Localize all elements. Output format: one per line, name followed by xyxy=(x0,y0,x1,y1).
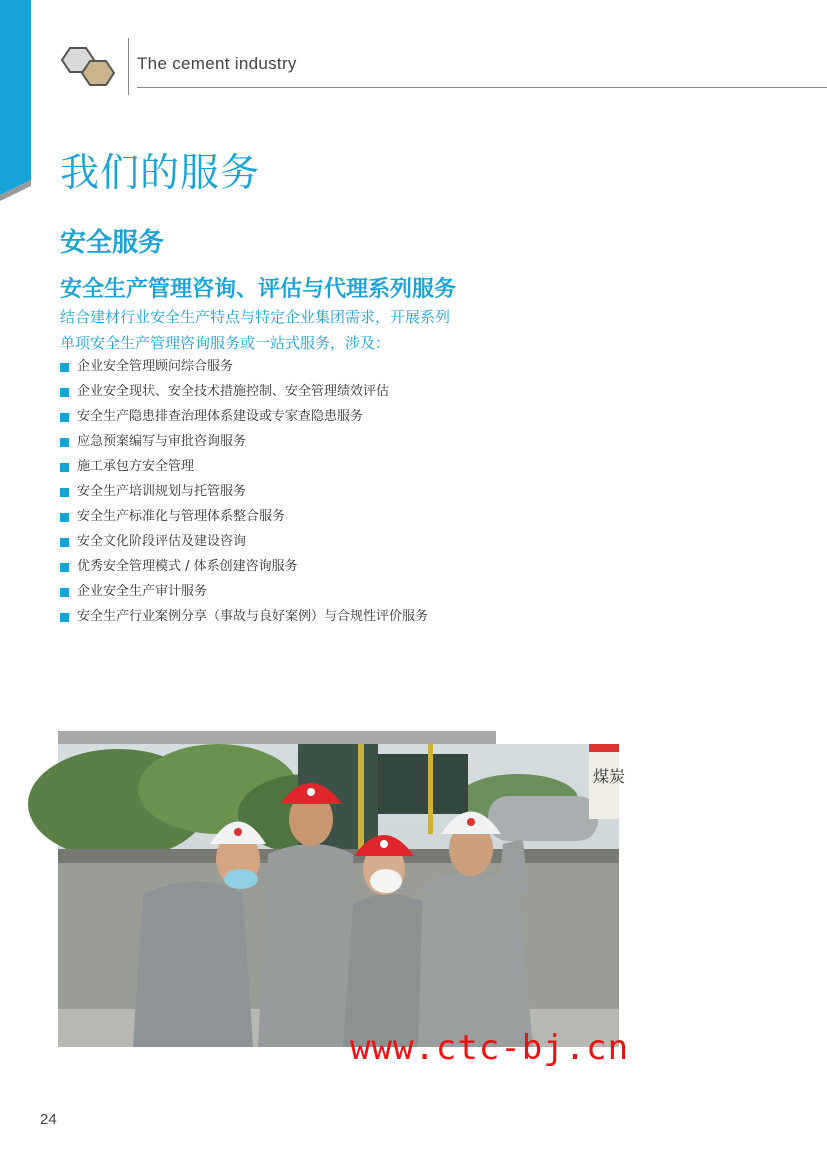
list-item-text: 安全生产行业案例分享（事故与良好案例）与合规性评价服务 xyxy=(77,609,429,624)
list-item xyxy=(60,357,428,382)
list-item-text: 安全生产隐患排查治理体系建设或专家查隐患服务 xyxy=(77,409,364,424)
list-item xyxy=(60,607,428,632)
list-item-text: 企业安全现状、安全技术措施控制、安全管理绩效评估 xyxy=(77,384,390,399)
sub-title: 安全生产管理咨询、评估与代理系列服务 xyxy=(60,277,457,302)
list-item-text: 施工承包方安全管理 xyxy=(77,459,195,474)
list-item xyxy=(60,457,428,482)
bullet-square-icon xyxy=(60,438,69,447)
sign-text: 煤炭 xyxy=(593,767,626,786)
bullet-square-icon xyxy=(60,488,69,497)
bullet-square-icon xyxy=(60,363,69,372)
bullet-square-icon xyxy=(60,388,69,397)
header-title: The cement industry xyxy=(137,54,297,73)
intro-line-1: 结合建材行业安全生产特点与特定企业集团需求，开展系列 xyxy=(60,308,451,326)
intro-paragraph xyxy=(60,304,510,356)
list-item xyxy=(60,482,428,507)
bullet-square-icon xyxy=(60,588,69,597)
list-item xyxy=(60,582,428,607)
header-divider-vertical xyxy=(128,38,129,95)
list-item-text: 企业安全管理顾问综合服务 xyxy=(77,359,234,374)
list-item-text: 安全文化阶段评估及建设咨询 xyxy=(77,534,247,549)
bullet-square-icon xyxy=(60,513,69,522)
bullet-square-icon xyxy=(60,463,69,472)
list-item-text: 安全生产培训规划与托管服务 xyxy=(77,484,247,499)
list-item-text: 应急预案编写与审批咨询服务 xyxy=(77,434,247,449)
photo-top-strip xyxy=(58,731,496,744)
list-item xyxy=(60,507,428,532)
section-title: 安全服务 xyxy=(60,228,165,258)
list-item-text: 企业安全生产审计服务 xyxy=(77,584,208,599)
service-list xyxy=(60,357,428,632)
edge-accent-bar xyxy=(0,0,31,200)
list-item xyxy=(60,557,428,582)
list-item xyxy=(60,407,428,432)
page-title: 我们的服务 xyxy=(60,151,261,196)
header-divider-horizontal xyxy=(137,87,827,88)
bullet-square-icon xyxy=(60,538,69,547)
list-item xyxy=(60,532,428,557)
list-item-text: 安全生产标准化与管理体系整合服务 xyxy=(77,509,286,524)
list-item xyxy=(60,432,428,457)
workers-site-photo xyxy=(58,744,626,1047)
list-item-text: 优秀安全管理模式 / 体系创建咨询服务 xyxy=(77,559,298,574)
intro-line-2: 单项安全生产管理咨询服务或一站式服务，涉及： xyxy=(60,334,391,352)
list-item xyxy=(60,382,428,407)
bullet-square-icon xyxy=(60,563,69,572)
watermark-url: www.ctc-bj.cn xyxy=(350,1028,630,1068)
page-number: 24 xyxy=(40,1111,57,1128)
hexagon-logo-icon xyxy=(58,43,118,88)
bullet-square-icon xyxy=(60,613,69,622)
bullet-square-icon xyxy=(60,413,69,422)
